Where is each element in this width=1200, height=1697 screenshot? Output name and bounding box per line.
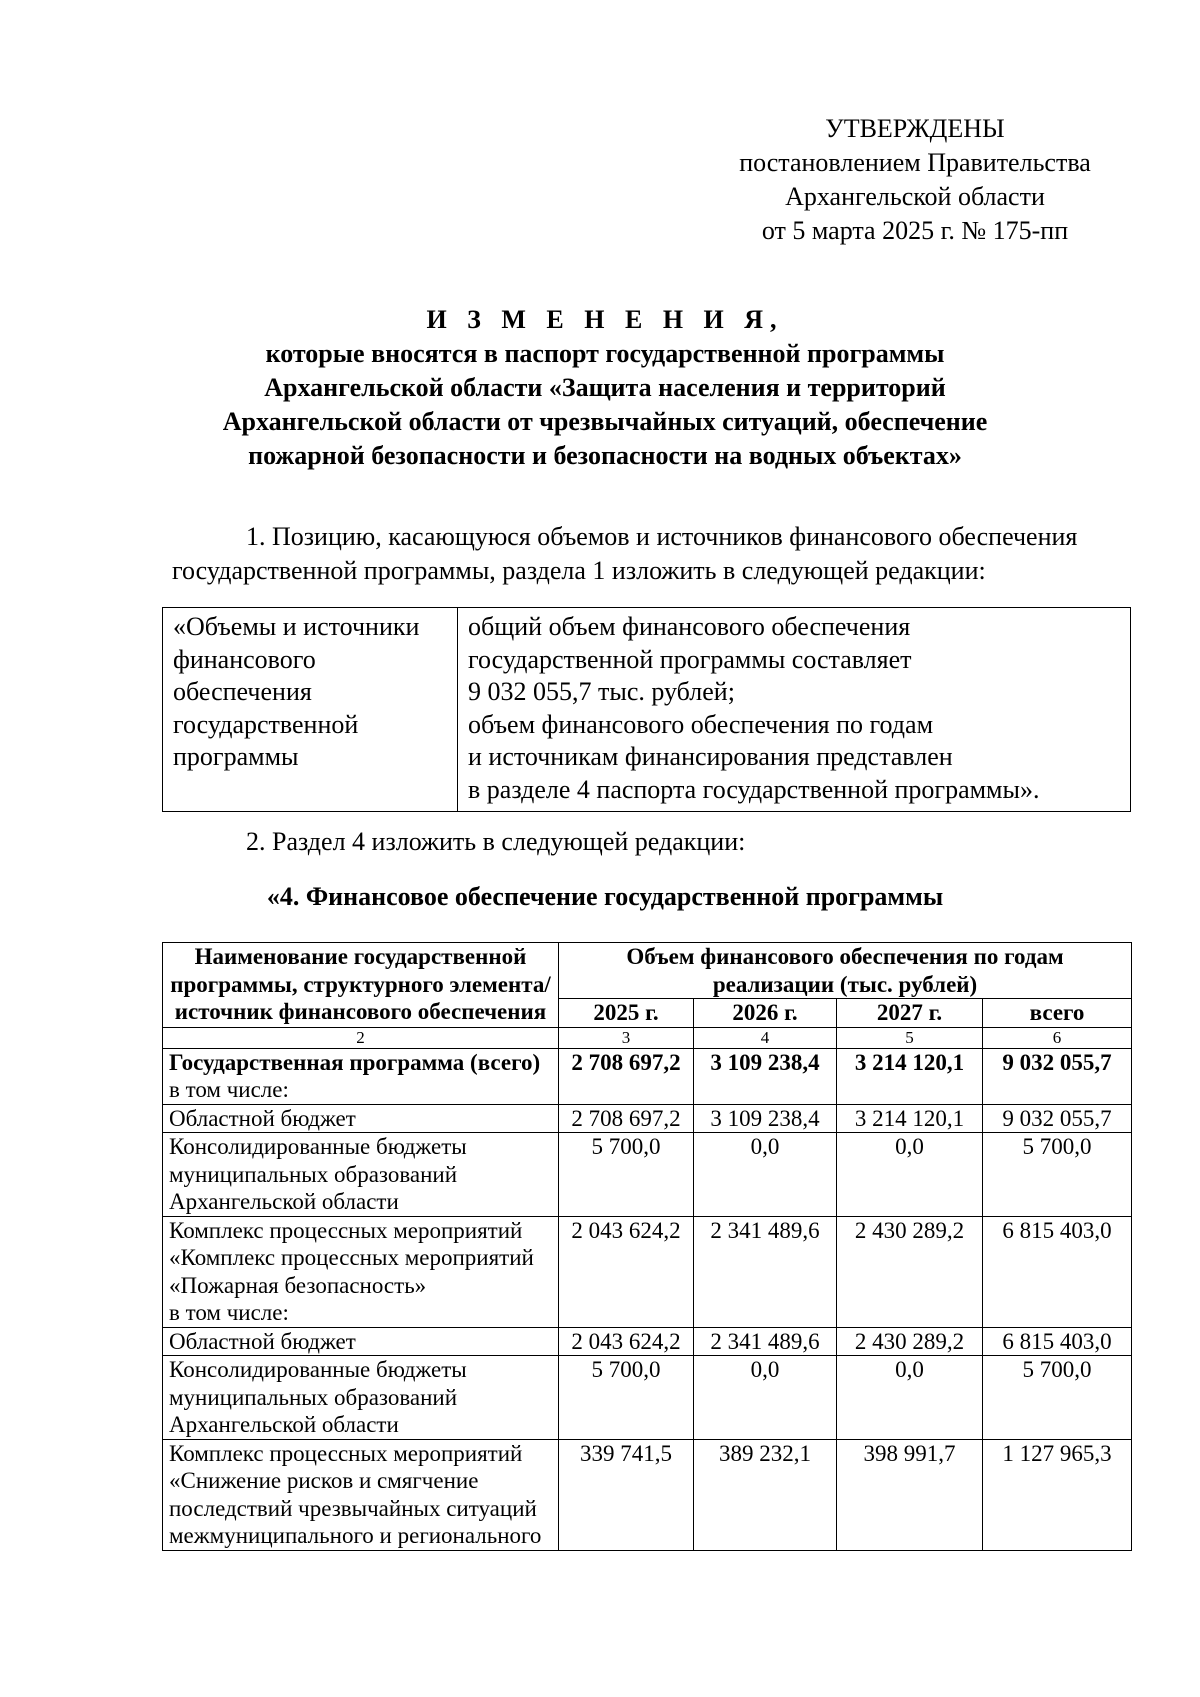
header-line: Наименование государственной bbox=[194, 944, 527, 969]
table-row bbox=[163, 1104, 1132, 1133]
document-title bbox=[160, 303, 1050, 473]
header-name-cell bbox=[163, 943, 559, 1028]
approval-date: от 5 марта 2025 г. № 175-пп bbox=[761, 216, 1069, 245]
row-name-line: Комплекс процессных мероприятий bbox=[169, 1217, 523, 1243]
header-line: источник финансового обеспечения bbox=[174, 999, 547, 1024]
cell-line: финансового bbox=[173, 644, 316, 674]
cell-line: «Объемы и источники bbox=[173, 612, 420, 641]
column-index: 4 bbox=[694, 1027, 837, 1048]
row-name-line: Консолидированные бюджеты bbox=[169, 1357, 467, 1382]
title-heading: И З М Е Н Е Н И Я, bbox=[426, 305, 784, 334]
cell-line: государственной программы составляет bbox=[468, 644, 912, 674]
value-cell: 9 032 055,7 bbox=[983, 1048, 1132, 1104]
value-cell: 339 741,5 bbox=[559, 1439, 694, 1550]
value-cell: 2 708 697,2 bbox=[559, 1104, 694, 1133]
value-cell: 3 109 238,4 bbox=[694, 1104, 837, 1133]
year-header: 2027 г. bbox=[837, 999, 983, 1028]
passport-table bbox=[162, 607, 1131, 812]
value-cell: 2 043 624,2 bbox=[559, 1327, 694, 1356]
financing-table-body bbox=[163, 1048, 1132, 1550]
total-header: всего bbox=[983, 999, 1132, 1028]
table-row bbox=[163, 1356, 1132, 1440]
passport-left-cell bbox=[163, 608, 458, 812]
year-header: 2025 г. bbox=[559, 999, 694, 1028]
header-line: программы, структурного элемента/ bbox=[170, 971, 551, 997]
table-row bbox=[163, 1327, 1132, 1356]
value-cell: 5 700,0 bbox=[559, 1356, 694, 1440]
row-name-line: муниципальных образований bbox=[169, 1384, 458, 1410]
row-name-line: «Комплекс процессных мероприятий bbox=[169, 1245, 534, 1270]
row-name-cell bbox=[163, 1216, 559, 1327]
row-name-line: в том числе: bbox=[169, 1077, 289, 1102]
row-name-line: «Пожарная безопасность» bbox=[169, 1272, 427, 1298]
header-line: реализации (тыс. рублей) bbox=[712, 971, 978, 997]
column-index: 3 bbox=[559, 1027, 694, 1048]
row-name-line: Консолидированные бюджеты bbox=[169, 1134, 467, 1159]
financing-table bbox=[162, 942, 1132, 1551]
value-cell: 2 043 624,2 bbox=[559, 1216, 694, 1327]
title-line: пожарной безопасности и безопасности на водных объектах» bbox=[248, 441, 962, 470]
value-cell: 0,0 bbox=[837, 1356, 983, 1440]
row-name-cell bbox=[163, 1133, 559, 1217]
column-index-row bbox=[163, 1027, 1132, 1048]
header-line: Объем финансового обеспечения по годам bbox=[626, 944, 1064, 969]
title-line: Архангельской области «Защита населения и территорий bbox=[264, 373, 946, 402]
value-cell: 9 032 055,7 bbox=[983, 1104, 1132, 1133]
value-cell: 2 708 697,2 bbox=[559, 1048, 694, 1104]
table-header-row bbox=[163, 943, 1132, 999]
cell-line: в разделе 4 паспорта государственной программы». bbox=[468, 774, 1040, 804]
value-cell: 0,0 bbox=[694, 1133, 837, 1217]
row-name-line: Государственная программа (всего) bbox=[169, 1049, 541, 1075]
value-cell: 2 430 289,2 bbox=[837, 1216, 983, 1327]
value-cell: 6 815 403,0 bbox=[983, 1216, 1132, 1327]
value-cell: 3 214 120,1 bbox=[837, 1048, 983, 1104]
value-cell: 1 127 965,3 bbox=[983, 1439, 1132, 1550]
row-name-line: муниципальных образований bbox=[169, 1161, 458, 1187]
row-name-line: Комплекс процессных мероприятий bbox=[169, 1440, 523, 1466]
value-cell: 398 991,7 bbox=[837, 1439, 983, 1550]
row-name-line: последствий чрезвычайных ситуаций bbox=[169, 1495, 537, 1521]
header-volume-cell bbox=[559, 943, 1132, 999]
approval-title: УТВЕРЖДЕНЫ bbox=[825, 114, 1005, 143]
cell-line: объем финансового обеспечения по годам bbox=[468, 709, 934, 739]
approval-block bbox=[700, 112, 1130, 248]
cell-line: обеспечения bbox=[173, 677, 312, 706]
column-index: 2 bbox=[163, 1027, 559, 1048]
row-name-cell bbox=[163, 1327, 559, 1356]
title-line: Архангельской области от чрезвычайных ситуаций, обеспечение bbox=[222, 407, 988, 436]
row-name-cell bbox=[163, 1104, 559, 1133]
value-cell: 5 700,0 bbox=[983, 1133, 1132, 1217]
table-row bbox=[163, 1048, 1132, 1104]
table-row bbox=[163, 1439, 1132, 1550]
cell-line: и источникам финансирования представлен bbox=[468, 742, 953, 771]
value-cell: 389 232,1 bbox=[694, 1439, 837, 1550]
value-cell: 0,0 bbox=[694, 1356, 837, 1440]
cell-line: общий объем финансового обеспечения bbox=[468, 612, 911, 641]
year-header: 2026 г. bbox=[694, 999, 837, 1028]
value-cell: 5 700,0 bbox=[559, 1133, 694, 1217]
row-name-cell bbox=[163, 1439, 559, 1550]
approval-line: Архангельской области bbox=[785, 182, 1045, 211]
row-name-line: в том числе: bbox=[169, 1300, 289, 1325]
column-index: 5 bbox=[837, 1027, 983, 1048]
title-line: которые вносятся в паспорт государственной программы bbox=[265, 339, 945, 368]
paragraph-line: 2. Раздел 4 изложить в следующей редакции: bbox=[246, 827, 746, 856]
cell-line: государственной bbox=[173, 709, 359, 739]
row-name-line: Архангельской области bbox=[169, 1412, 399, 1437]
table-row bbox=[163, 1216, 1132, 1327]
column-index: 6 bbox=[983, 1027, 1132, 1048]
passport-right-cell bbox=[458, 608, 1131, 812]
value-cell: 3 214 120,1 bbox=[837, 1104, 983, 1133]
table-row bbox=[163, 1133, 1132, 1217]
paragraph-line: 1. Позицию, касающуюся объемов и источников финансового обеспечения bbox=[246, 522, 1078, 551]
paragraph-1 bbox=[172, 520, 1132, 588]
value-cell: 5 700,0 bbox=[983, 1356, 1132, 1440]
section-heading: «4. Финансовое обеспечение государственной программы bbox=[266, 882, 944, 911]
row-name-line: Областной бюджет bbox=[169, 1328, 356, 1354]
cell-line: 9 032 055,7 тыс. рублей; bbox=[468, 677, 735, 706]
value-cell: 2 341 489,6 bbox=[694, 1327, 837, 1356]
paragraph-line: государственной программы, раздела 1 изложить в следующей редакции: bbox=[172, 556, 986, 585]
row-name-line: «Снижение рисков и смягчение bbox=[169, 1468, 479, 1493]
value-cell: 2 430 289,2 bbox=[837, 1327, 983, 1356]
cell-line: программы bbox=[173, 742, 299, 771]
paragraph-2 bbox=[172, 825, 1132, 859]
row-name-cell bbox=[163, 1356, 559, 1440]
row-name-line: Областной бюджет bbox=[169, 1105, 356, 1131]
value-cell: 2 341 489,6 bbox=[694, 1216, 837, 1327]
value-cell: 3 109 238,4 bbox=[694, 1048, 837, 1104]
row-name-line: межмуниципального и регионального bbox=[169, 1523, 542, 1548]
value-cell: 0,0 bbox=[837, 1133, 983, 1217]
table-row bbox=[163, 608, 1131, 812]
row-name-line: Архангельской области bbox=[169, 1189, 399, 1214]
approval-line: постановлением Правительства bbox=[739, 148, 1091, 177]
row-name-cell bbox=[163, 1048, 559, 1104]
value-cell: 6 815 403,0 bbox=[983, 1327, 1132, 1356]
